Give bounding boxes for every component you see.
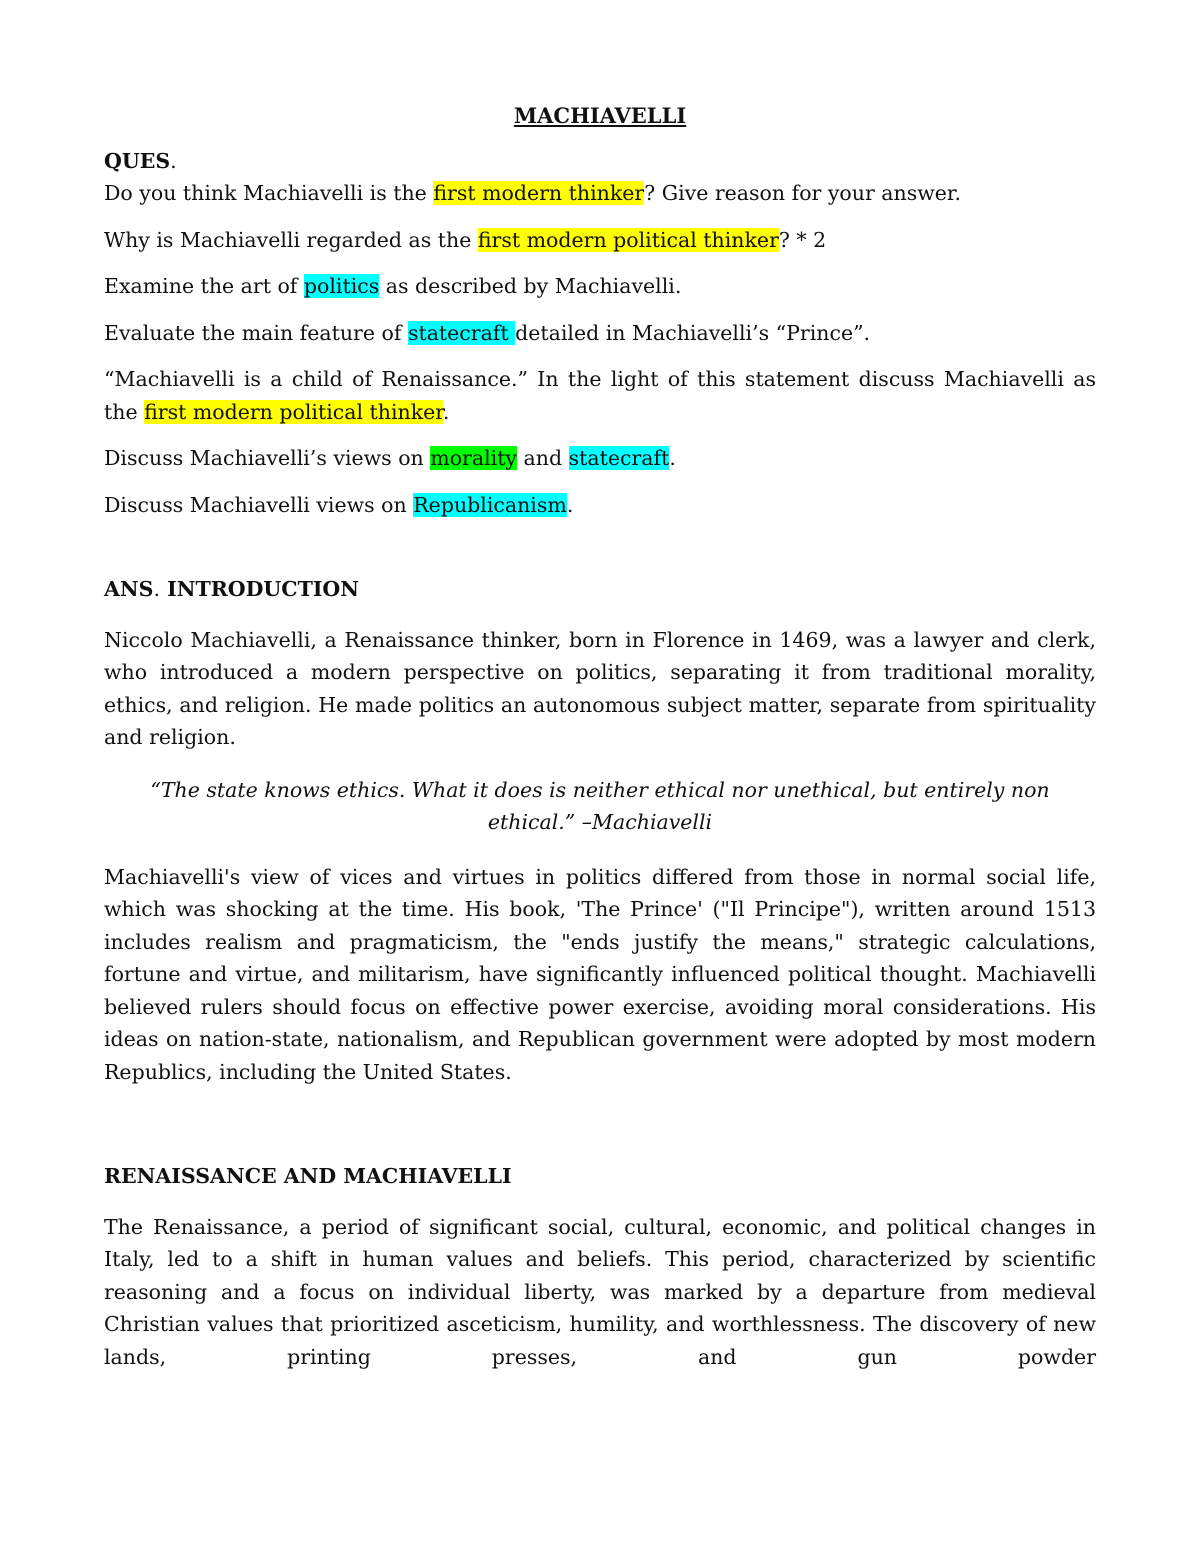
highlight-cyan: Republicanism <box>413 492 567 517</box>
ques-label: QUES <box>104 148 171 173</box>
highlight-yellow: first modern political thinker <box>477 227 779 252</box>
question-text: as described by Machiavelli. <box>379 274 682 298</box>
spacer <box>104 606 1096 624</box>
highlight-cyan: politics <box>303 274 380 298</box>
ans-period: . <box>153 577 160 601</box>
question-text: Why is Machiavelli regarded as the <box>104 227 478 252</box>
intro-paragraph: Niccolo Machiavelli, a Renaissance thinker, born in Florence in 1469, was a lawyer and clerk, who introduced a modern perspective on politics, separating it from traditional morality, ethics, and religion. He made politics an autonomous subject matter, separate from spirituality and religion. <box>104 627 1096 749</box>
question-text: and <box>517 446 569 470</box>
spacer <box>104 1193 1096 1211</box>
question-text: . <box>566 492 574 517</box>
question-3 <box>104 270 1096 303</box>
highlight-yellow: first modern political thinker <box>144 399 443 424</box>
document-title: MACHIAVELLI <box>513 103 687 128</box>
question-2 <box>104 224 1096 257</box>
ans-heading <box>104 573 1096 606</box>
question-text: Do you think Machiavelli is the <box>104 181 434 205</box>
question-text: Discuss Machiavelli views on <box>104 492 414 517</box>
question-text: detailed in Machiavelli’s “Prince”. <box>515 320 871 345</box>
question-text: “Machiavelli is a child of Renaissance.” In the light of this statement discuss Machiavelli as the <box>104 367 1096 424</box>
question-text: ? * 2 <box>778 227 827 252</box>
question-1 <box>104 177 1096 210</box>
question-7 <box>104 489 1096 522</box>
renaissance-heading: RENAISSANCE AND MACHIAVELLI <box>104 1164 512 1188</box>
spacer <box>104 535 1096 573</box>
ans-label: ANS <box>104 577 154 601</box>
machiavelli-quote: “The state knows ethics. What it does is neither ethical nor unethical, but entirely non ethical.” –Machiavelli <box>150 777 1050 834</box>
question-text: Examine the art of <box>104 274 304 298</box>
question-4 <box>104 317 1096 350</box>
renaissance-paragraph: The Renaissance, a period of significant social, cultural, economic, and political changes in Italy, led to a shift in human values and beliefs. This period, characterized by scientific reasoning and a focus on individual liberty, was marked by a departure from medieval Christian values that prioritized asceticism, humility, and worthlessness. The discovery of new lands, printing presses, and gun powder <box>104 1214 1096 1369</box>
ques-period: . <box>170 148 177 173</box>
highlight-cyan: statecraft <box>407 320 516 345</box>
question-text: . <box>442 399 450 424</box>
ques-heading <box>104 145 1096 178</box>
highlight-yellow: first modern thinker <box>433 181 645 205</box>
second-paragraph: Machiavelli's view of vices and virtues in politics differed from those in normal social life, which was shocking at the time. His book, 'The Prince' ("Il Principe"), written around 1513 includes realism and pragmaticism, the "ends justify the means," strategic calculations, fortune and virtue, and militarism, have significantly influenced political thought. Machiavelli believed rulers should focus on effective power exercise, avoiding moral considerations. His ideas on nation-state, nationalism, and Republican government were adopted by most modern Republics, including the United States. <box>104 864 1096 1084</box>
question-5 <box>104 363 1096 428</box>
spacer <box>104 1088 1096 1160</box>
question-6 <box>104 442 1096 475</box>
introduction-title: INTRODUCTION <box>159 577 360 601</box>
highlight-green: morality <box>430 446 518 470</box>
document-page <box>104 100 1096 1373</box>
question-text: ? Give reason for your answer. <box>644 181 961 205</box>
question-text: . <box>669 446 676 470</box>
question-text: Discuss Machiavelli’s views on <box>104 446 431 470</box>
highlight-cyan: statecraft <box>568 446 670 470</box>
question-text: Evaluate the main feature of <box>104 320 408 345</box>
